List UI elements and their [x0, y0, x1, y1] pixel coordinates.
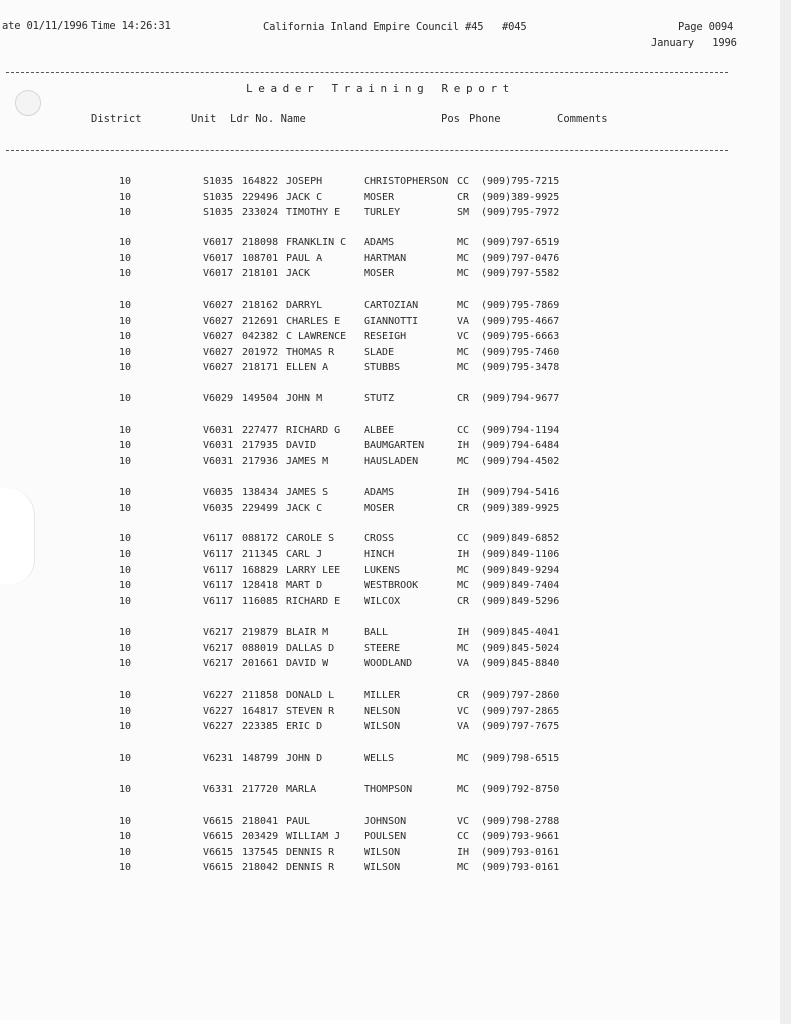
cell-district: 10 [119, 316, 132, 327]
cell-pos: CR [457, 192, 470, 203]
cell-pos: CC [457, 533, 470, 544]
cell-phone: (909)795-7972 [481, 207, 560, 218]
cell-last: SLADE [364, 347, 395, 358]
cell-pos: VC [457, 331, 470, 342]
cell-unit: V6615 [203, 862, 234, 873]
cell-unit: V6217 [203, 643, 234, 654]
cell-ldr: 227477 [242, 425, 279, 436]
cell-district: 10 [119, 862, 132, 873]
cell-unit: V6029 [203, 393, 234, 404]
cell-district: 10 [119, 362, 132, 373]
cell-district: 10 [119, 487, 132, 498]
cell-district: 10 [119, 627, 132, 638]
cell-last: POULSEN [364, 831, 407, 842]
page-number: Page 0094 [678, 21, 734, 33]
cell-ldr: 217935 [242, 440, 279, 451]
cell-pos: MC [457, 237, 470, 248]
cell-district: 10 [119, 253, 132, 264]
cell-pos: SM [457, 207, 470, 218]
cell-ldr: 164822 [242, 176, 279, 187]
cell-unit: V6615 [203, 816, 234, 827]
cell-phone: (909)849-5296 [481, 596, 560, 607]
cell-last: BALL [364, 627, 389, 638]
cell-last: WELLS [364, 753, 395, 764]
cell-last: GIANNOTTI [364, 316, 419, 327]
cell-last: ADAMS [364, 237, 395, 248]
cell-first: JOSEPH [286, 176, 323, 187]
cell-unit: V6027 [203, 331, 234, 342]
cell-first: LARRY LEE [286, 565, 341, 576]
cell-last: RESEIGH [364, 331, 407, 342]
report-title: Leader Training Report [246, 82, 515, 95]
cell-unit: V6615 [203, 847, 234, 858]
cell-last: BAUMGARTEN [364, 440, 425, 451]
cell-unit: V6217 [203, 627, 234, 638]
cell-unit: V6027 [203, 316, 234, 327]
council-name: California Inland Empire Council #45 [263, 21, 484, 33]
cell-unit: V6227 [203, 690, 234, 701]
cell-district: 10 [119, 721, 132, 732]
report-time: Time 14:26:31 [91, 20, 171, 32]
cell-district: 10 [119, 831, 132, 842]
cell-district: 10 [119, 549, 132, 560]
cell-first: DAVID [286, 440, 317, 451]
cell-phone: (909)794-6484 [481, 440, 560, 451]
cell-last: ADAMS [364, 487, 395, 498]
cell-last: JOHNSON [364, 816, 407, 827]
cell-district: 10 [119, 533, 132, 544]
cell-ldr: 116085 [242, 596, 279, 607]
cell-unit: V6035 [203, 487, 234, 498]
cell-last: TURLEY [364, 207, 401, 218]
cell-first: DENNIS R [286, 847, 335, 858]
cell-unit: V6117 [203, 580, 234, 591]
cell-unit: S1035 [203, 207, 234, 218]
cell-last: MOSER [364, 192, 395, 203]
cell-district: 10 [119, 268, 132, 279]
cell-first: CARL J [286, 549, 323, 560]
cell-first: JACK C [286, 192, 323, 203]
cell-ldr: 229496 [242, 192, 279, 203]
cell-district: 10 [119, 207, 132, 218]
cell-first: DAVID W [286, 658, 329, 669]
cell-district: 10 [119, 658, 132, 669]
cell-last: HAUSLADEN [364, 456, 419, 467]
cell-phone: (909)849-9294 [481, 565, 560, 576]
cell-last: WILSON [364, 862, 401, 873]
cell-district: 10 [119, 847, 132, 858]
cell-first: ERIC D [286, 721, 323, 732]
cell-ldr: 201972 [242, 347, 279, 358]
cell-ldr: 108701 [242, 253, 279, 264]
cell-pos: VA [457, 721, 470, 732]
column-comments: Comments [557, 113, 608, 125]
cell-ldr: 218042 [242, 862, 279, 873]
cell-first: JAMES S [286, 487, 329, 498]
cell-pos: IH [457, 549, 470, 560]
cell-unit: V6331 [203, 784, 234, 795]
cell-last: WOODLAND [364, 658, 413, 669]
cell-pos: MC [457, 300, 470, 311]
cell-pos: IH [457, 440, 470, 451]
cell-unit: V6117 [203, 565, 234, 576]
cell-first: JACK [286, 268, 311, 279]
cell-phone: (909)794-1194 [481, 425, 560, 436]
cell-unit: V6031 [203, 456, 234, 467]
cell-unit: V6017 [203, 237, 234, 248]
cell-first: MART D [286, 580, 323, 591]
cell-district: 10 [119, 643, 132, 654]
cell-phone: (909)797-2865 [481, 706, 560, 717]
cell-phone: (909)798-6515 [481, 753, 560, 764]
cell-ldr: 218171 [242, 362, 279, 373]
cell-ldr: 218041 [242, 816, 279, 827]
cell-ldr: 138434 [242, 487, 279, 498]
cell-first: RICHARD G [286, 425, 341, 436]
cell-unit: S1035 [203, 176, 234, 187]
cell-unit: V6031 [203, 425, 234, 436]
cell-ldr: 137545 [242, 847, 279, 858]
cell-ldr: 088019 [242, 643, 279, 654]
cell-district: 10 [119, 440, 132, 451]
cell-first: JOHN D [286, 753, 323, 764]
cell-district: 10 [119, 456, 132, 467]
cell-first: DALLAS D [286, 643, 335, 654]
cell-ldr: 218162 [242, 300, 279, 311]
cell-pos: VA [457, 658, 470, 669]
cell-ldr: 233024 [242, 207, 279, 218]
cell-pos: CR [457, 393, 470, 404]
cell-phone: (909)794-9677 [481, 393, 560, 404]
cell-last: LUKENS [364, 565, 401, 576]
cell-ldr: 217720 [242, 784, 279, 795]
cell-pos: MC [457, 253, 470, 264]
cell-last: CROSS [364, 533, 395, 544]
cell-district: 10 [119, 331, 132, 342]
cell-district: 10 [119, 393, 132, 404]
cell-ldr: 164817 [242, 706, 279, 717]
cell-ldr: 219879 [242, 627, 279, 638]
cell-phone: (909)849-7404 [481, 580, 560, 591]
column-district: District [91, 113, 142, 125]
column-phone: Phone [469, 113, 501, 125]
cell-first: DENNIS R [286, 862, 335, 873]
report-month: January 1996 [651, 37, 737, 49]
cell-phone: (909)792-8750 [481, 784, 560, 795]
cell-unit: V6031 [203, 440, 234, 451]
cell-pos: CR [457, 690, 470, 701]
cell-first: CHARLES E [286, 316, 341, 327]
cell-pos: CC [457, 425, 470, 436]
cell-last: WILCOX [364, 596, 401, 607]
binder-hole [15, 90, 41, 116]
cell-first: C LAWRENCE [286, 331, 347, 342]
columns-divider [6, 150, 728, 151]
cell-phone: (909)795-3478 [481, 362, 560, 373]
scan-edge [780, 0, 791, 1024]
cell-first: ELLEN A [286, 362, 329, 373]
cell-phone: (909)795-4667 [481, 316, 560, 327]
cell-first: PAUL [286, 816, 311, 827]
cell-unit: V6035 [203, 503, 234, 514]
cell-last: HARTMAN [364, 253, 407, 264]
cell-district: 10 [119, 596, 132, 607]
cell-unit: V6217 [203, 658, 234, 669]
cell-district: 10 [119, 347, 132, 358]
cell-phone: (909)849-6852 [481, 533, 560, 544]
cell-district: 10 [119, 784, 132, 795]
cell-ldr: 168829 [242, 565, 279, 576]
cell-pos: MC [457, 565, 470, 576]
cell-phone: (909)845-5024 [481, 643, 560, 654]
cell-district: 10 [119, 816, 132, 827]
cell-phone: (909)845-8840 [481, 658, 560, 669]
cell-pos: VC [457, 706, 470, 717]
cell-unit: V6027 [203, 362, 234, 373]
cell-phone: (909)797-6519 [481, 237, 560, 248]
cell-pos: MC [457, 456, 470, 467]
cell-unit: V6027 [203, 347, 234, 358]
cell-ldr: 201661 [242, 658, 279, 669]
cell-first: JOHN M [286, 393, 323, 404]
cell-phone: (909)849-1106 [481, 549, 560, 560]
cell-last: MOSER [364, 503, 395, 514]
cell-pos: MC [457, 643, 470, 654]
cell-district: 10 [119, 176, 132, 187]
cell-ldr: 211345 [242, 549, 279, 560]
cell-ldr: 088172 [242, 533, 279, 544]
cell-ldr: 218101 [242, 268, 279, 279]
cell-ldr: 212691 [242, 316, 279, 327]
cell-first: WILLIAM J [286, 831, 341, 842]
cell-last: ALBEE [364, 425, 395, 436]
cell-phone: (909)845-4041 [481, 627, 560, 638]
cell-first: TIMOTHY E [286, 207, 341, 218]
column-pos: Pos [441, 113, 460, 125]
cell-ldr: 149504 [242, 393, 279, 404]
council-code: #045 [502, 21, 527, 33]
cell-pos: MC [457, 862, 470, 873]
torn-edge [0, 488, 35, 584]
cell-district: 10 [119, 706, 132, 717]
cell-phone: (909)797-0476 [481, 253, 560, 264]
cell-district: 10 [119, 690, 132, 701]
cell-ldr: 203429 [242, 831, 279, 842]
cell-first: JACK C [286, 503, 323, 514]
cell-first: PAUL A [286, 253, 323, 264]
cell-unit: V6117 [203, 549, 234, 560]
cell-last: WILSON [364, 721, 401, 732]
cell-pos: IH [457, 487, 470, 498]
cell-phone: (909)795-7460 [481, 347, 560, 358]
cell-district: 10 [119, 503, 132, 514]
cell-phone: (909)793-0161 [481, 847, 560, 858]
cell-pos: VC [457, 816, 470, 827]
cell-pos: CC [457, 176, 470, 187]
cell-phone: (909)389-9925 [481, 503, 560, 514]
cell-phone: (909)797-2860 [481, 690, 560, 701]
cell-unit: V6231 [203, 753, 234, 764]
cell-pos: VA [457, 316, 470, 327]
cell-pos: MC [457, 753, 470, 764]
cell-unit: V6017 [203, 268, 234, 279]
cell-last: CHRISTOPHERSON [364, 176, 449, 187]
cell-phone: (909)798-2788 [481, 816, 560, 827]
cell-first: RICHARD E [286, 596, 341, 607]
cell-last: MOSER [364, 268, 395, 279]
cell-pos: CR [457, 503, 470, 514]
cell-district: 10 [119, 753, 132, 764]
cell-last: NELSON [364, 706, 401, 717]
cell-last: STUTZ [364, 393, 395, 404]
cell-unit: V6615 [203, 831, 234, 842]
cell-last: WESTBROOK [364, 580, 419, 591]
cell-first: JAMES M [286, 456, 329, 467]
cell-last: WILSON [364, 847, 401, 858]
cell-last: MILLER [364, 690, 401, 701]
cell-phone: (909)793-0161 [481, 862, 560, 873]
cell-unit: V6027 [203, 300, 234, 311]
column-ldr-no-name: Ldr No. Name [230, 113, 306, 125]
cell-unit: V6227 [203, 721, 234, 732]
cell-unit: V6227 [203, 706, 234, 717]
cell-phone: (909)389-9925 [481, 192, 560, 203]
cell-ldr: 223385 [242, 721, 279, 732]
cell-first: STEVEN R [286, 706, 335, 717]
cell-pos: MC [457, 362, 470, 373]
cell-ldr: 217936 [242, 456, 279, 467]
cell-phone: (909)794-4502 [481, 456, 560, 467]
cell-unit: S1035 [203, 192, 234, 203]
cell-ldr: 042382 [242, 331, 279, 342]
cell-district: 10 [119, 300, 132, 311]
cell-pos: IH [457, 847, 470, 858]
cell-phone: (909)797-5582 [481, 268, 560, 279]
cell-first: FRANKLIN C [286, 237, 347, 248]
cell-phone: (909)793-9661 [481, 831, 560, 842]
cell-ldr: 229499 [242, 503, 279, 514]
cell-pos: MC [457, 784, 470, 795]
cell-phone: (909)794-5416 [481, 487, 560, 498]
cell-district: 10 [119, 425, 132, 436]
cell-phone: (909)795-6663 [481, 331, 560, 342]
cell-ldr: 128418 [242, 580, 279, 591]
cell-ldr: 211858 [242, 690, 279, 701]
report-date: ate 01/11/1996 [2, 20, 88, 32]
cell-first: THOMAS R [286, 347, 335, 358]
cell-first: CAROLE S [286, 533, 335, 544]
cell-first: DARRYL [286, 300, 323, 311]
column-unit: Unit [191, 113, 217, 125]
cell-pos: CR [457, 596, 470, 607]
cell-pos: CC [457, 831, 470, 842]
cell-last: STEERE [364, 643, 401, 654]
cell-district: 10 [119, 192, 132, 203]
cell-last: CARTOZIAN [364, 300, 419, 311]
cell-phone: (909)795-7869 [481, 300, 560, 311]
cell-last: THOMPSON [364, 784, 413, 795]
cell-pos: IH [457, 627, 470, 638]
cell-last: STUBBS [364, 362, 401, 373]
cell-unit: V6017 [203, 253, 234, 264]
cell-ldr: 218098 [242, 237, 279, 248]
cell-pos: MC [457, 580, 470, 591]
cell-last: HINCH [364, 549, 395, 560]
cell-district: 10 [119, 237, 132, 248]
cell-first: MARLA [286, 784, 317, 795]
cell-unit: V6117 [203, 596, 234, 607]
cell-pos: MC [457, 268, 470, 279]
cell-ldr: 148799 [242, 753, 279, 764]
cell-unit: V6117 [203, 533, 234, 544]
cell-district: 10 [119, 580, 132, 591]
cell-phone: (909)795-7215 [481, 176, 560, 187]
cell-pos: MC [457, 347, 470, 358]
header-divider [6, 72, 728, 73]
cell-first: BLAIR M [286, 627, 329, 638]
cell-phone: (909)797-7675 [481, 721, 560, 732]
cell-district: 10 [119, 565, 132, 576]
cell-first: DONALD L [286, 690, 335, 701]
